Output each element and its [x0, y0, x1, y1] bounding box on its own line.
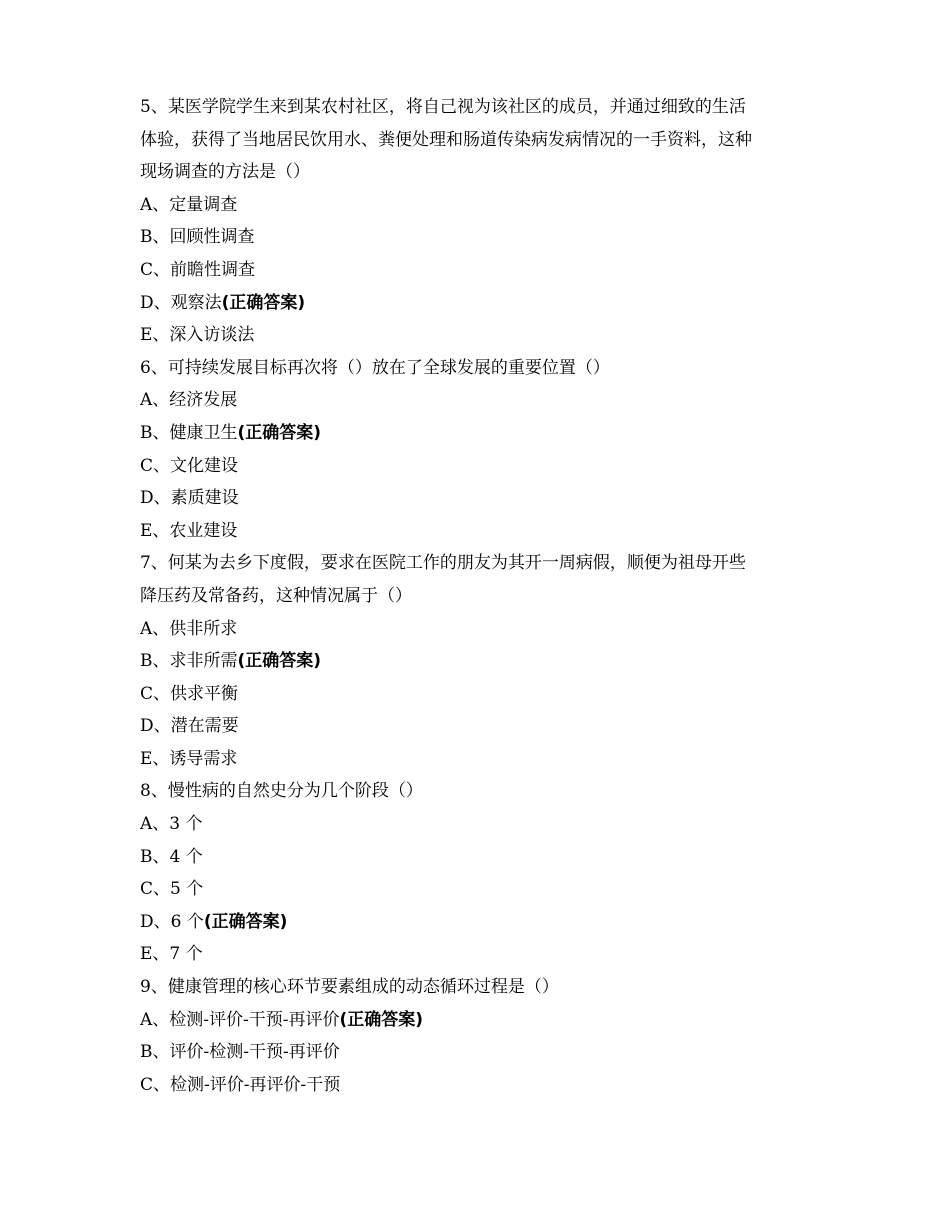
option-text: E、深入访谈法 — [140, 325, 255, 346]
option-d — [140, 482, 820, 515]
option-text: B、回顾性调查 — [140, 227, 255, 248]
option-c — [140, 254, 820, 287]
option-a — [140, 189, 820, 222]
option-a — [140, 808, 820, 841]
option-text: D、潜在需要 — [140, 716, 239, 737]
option-a — [140, 384, 820, 417]
option-text: C、5 个 — [140, 879, 204, 900]
correct-answer-tag: (正确答案) — [221, 292, 306, 313]
option-a — [140, 613, 820, 646]
option-text: E、7 个 — [140, 944, 203, 965]
option-a — [140, 1004, 820, 1037]
option-b — [140, 1036, 820, 1069]
question-stem-line: 体验，获得了当地居民饮用水、粪便处理和肠道传染病发病情况的一手资料，这种 — [140, 129, 752, 150]
option-e — [140, 938, 820, 971]
option-c — [140, 873, 820, 906]
option-d — [140, 287, 820, 320]
question-stem-line: 9、健康管理的核心环节要素组成的动态循环过程是（） — [140, 977, 559, 998]
option-text: A、3 个 — [140, 814, 203, 835]
option-text: E、农业建设 — [140, 520, 238, 541]
correct-answer-tag: (正确答案) — [237, 651, 322, 672]
correct-answer-tag: (正确答案) — [339, 1009, 424, 1030]
option-text: A、检测-评价-干预-再评价 — [140, 1009, 340, 1030]
question-stem-line: 降压药及常备药，这种情况属于（） — [140, 585, 412, 606]
option-text: A、定量调查 — [140, 194, 238, 215]
option-text: C、文化建设 — [140, 455, 239, 476]
question-list — [140, 91, 820, 1101]
option-text: B、求非所需 — [140, 651, 238, 672]
option-text: A、供非所求 — [140, 618, 238, 639]
option-d — [140, 710, 820, 743]
option-e — [140, 515, 820, 548]
option-e — [140, 319, 820, 352]
question-stem-line: 6、可持续发展目标再次将（）放在了全球发展的重要位置（） — [140, 357, 610, 378]
option-e — [140, 743, 820, 776]
option-text: B、评价-检测-干预-再评价 — [140, 1042, 340, 1063]
question-stem-line: 5、某医学院学生来到某农村社区，将自己视为该社区的成员，并通过细致的生活 — [140, 97, 746, 117]
option-text: C、检测-评价-再评价-干预 — [140, 1074, 341, 1095]
question-stem-line: 8、慢性病的自然史分为几个阶段（） — [140, 781, 423, 802]
option-b — [140, 221, 820, 254]
correct-answer-tag: (正确答案) — [237, 422, 322, 443]
option-b — [140, 841, 820, 874]
option-c — [140, 1069, 820, 1102]
option-text: D、观察法 — [140, 292, 222, 313]
question-stem-line: 现场调查的方法是（） — [140, 162, 310, 183]
option-text: C、前瞻性调查 — [140, 259, 256, 280]
option-text: D、6 个 — [140, 911, 204, 932]
question-stem-line: 7、何某为去乡下度假，要求在医院工作的朋友为其开一周病假，顺便为祖母开些 — [140, 553, 746, 574]
option-text: B、4 个 — [140, 846, 203, 867]
option-text: A、经济发展 — [140, 390, 238, 411]
correct-answer-tag: (正确答案) — [203, 911, 288, 932]
option-text: E、诱导需求 — [140, 748, 238, 769]
option-b — [140, 417, 820, 450]
option-text: B、健康卫生 — [140, 422, 238, 443]
option-b — [140, 645, 820, 678]
option-c — [140, 678, 820, 711]
option-text: D、素质建设 — [140, 488, 239, 509]
option-text: C、供求平衡 — [140, 683, 239, 704]
option-d — [140, 906, 820, 939]
option-c — [140, 450, 820, 483]
